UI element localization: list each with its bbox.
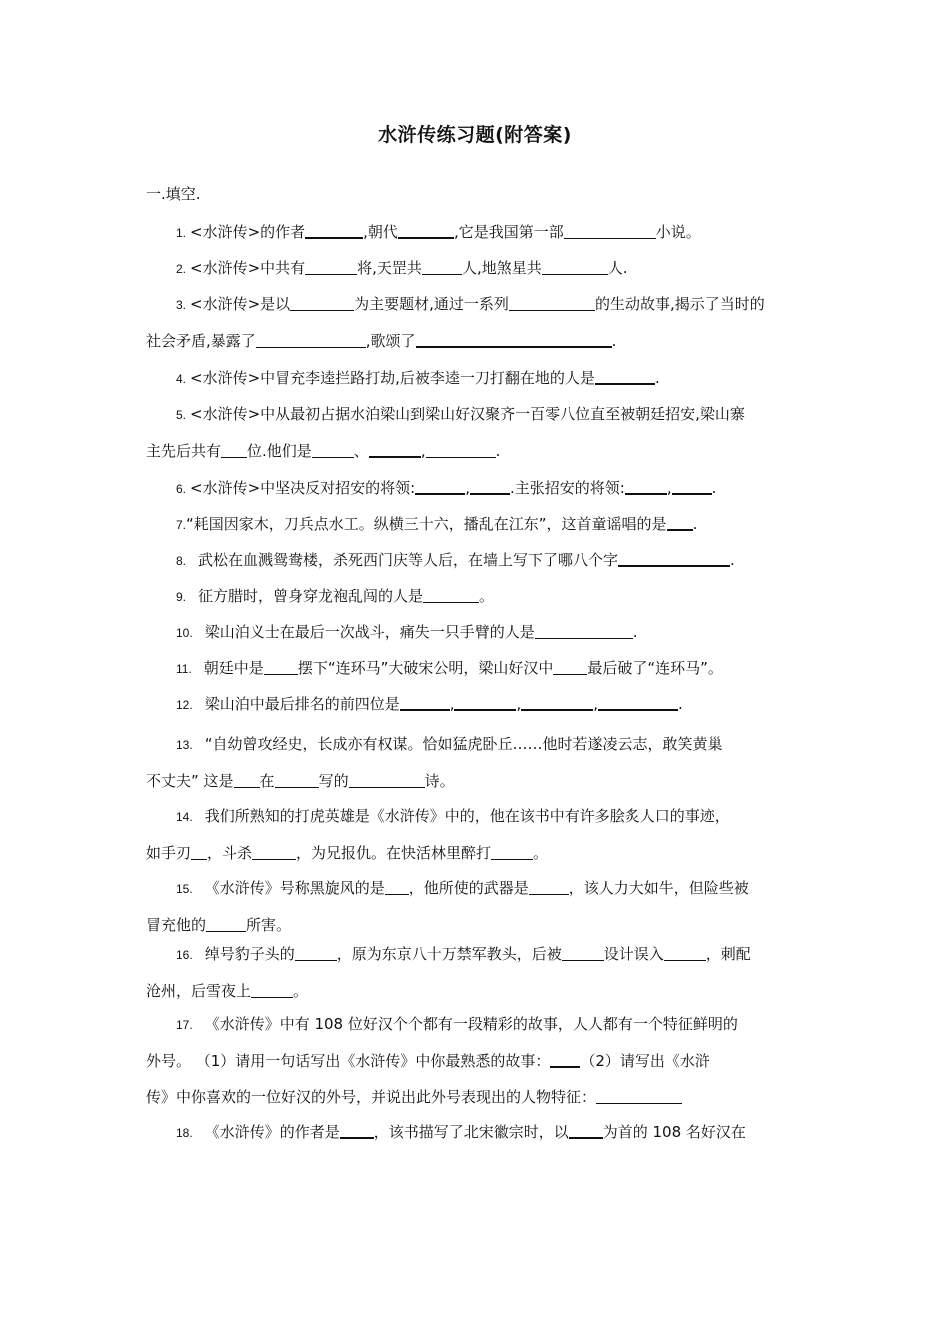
answer-blank[interactable] <box>569 1123 603 1139</box>
answer-blank[interactable] <box>535 624 633 639</box>
question-13: 13. “自幼曾攻经史，长成亦有权谋。恰如猛虎卧丘……他时若遂凌云志，敢笑黄巢 不丈夫” 这是 在 写的 诗。 <box>146 735 723 790</box>
answer-blank[interactable] <box>415 479 465 495</box>
answer-blank[interactable] <box>305 223 363 239</box>
answer-blank[interactable] <box>221 443 247 458</box>
answer-blank[interactable] <box>550 1052 580 1068</box>
answer-blank[interactable] <box>667 515 693 531</box>
answer-blank[interactable] <box>206 917 246 932</box>
question-9: 9. 征方腊时，曾身穿龙袍乱闯的人是 。 <box>176 587 495 605</box>
question-11: 11. 朝廷中是 摆下“连环马”大破宋公明，梁山好汉中 最后破了“连环马”。 <box>176 659 723 677</box>
answer-blank[interactable] <box>598 695 678 711</box>
question-17: 17. 《水浒传》中有 108 位好汉个个都有一段精彩的故事，人人都有一个特征鲜明的 外号。 （1）请用一句话写出《水浒传》中你最熟悉的故事： （2）请写出《水浒 传》中你喜欢的一位好汉的外号，并说出此外号表现出的人物特征： <box>146 1015 738 1106</box>
answer-blank[interactable] <box>491 845 533 860</box>
question-16: 16. 绰号豹子头的 ，原为东京八十万禁军教头，后被 设计误入 ，刺配 沧州，后雪夜上 。 <box>146 945 751 1000</box>
answer-blank[interactable] <box>454 695 516 711</box>
answer-blank[interactable] <box>542 260 608 275</box>
question-10: 10. 梁山泊义士在最后一次战斗，痛失一只手臂的人是 . <box>176 623 638 641</box>
question-14: 14. 我们所熟知的打虎英雄是《水浒传》中的，他在该书中有许多脍炙人口的事迹， 如手刃 ，斗杀 ，为兄报仇。在快活林里醉打 。 <box>146 807 730 862</box>
answer-blank[interactable] <box>596 1089 682 1104</box>
answer-blank[interactable] <box>672 479 712 495</box>
answer-blank[interactable] <box>416 332 612 348</box>
answer-blank[interactable] <box>423 588 479 603</box>
answer-blank[interactable] <box>509 296 595 311</box>
answer-blank[interactable] <box>664 946 706 961</box>
answer-blank[interactable] <box>251 983 293 998</box>
answer-blank[interactable] <box>521 695 593 711</box>
question-12: 12. 梁山泊中最后排名的前四位是 , , , . <box>176 695 683 713</box>
answer-blank[interactable] <box>312 443 354 458</box>
question-3: 3. <水浒传>是以 为主要题材,通过一系列 的生动故事,揭示了当时的 社会矛盾,暴露了 ,歌颂了 . <box>146 295 765 350</box>
answer-blank[interactable] <box>422 260 462 275</box>
answer-blank[interactable] <box>295 946 337 961</box>
answer-blank[interactable] <box>349 773 425 788</box>
answer-blank[interactable] <box>553 660 587 675</box>
question-2: 2. <水浒传>中共有 将,天罡共 人,地煞星共 人. <box>176 259 628 277</box>
answer-blank[interactable] <box>426 443 496 458</box>
answer-blank[interactable] <box>400 695 450 711</box>
question-7: 7.“耗国因家木，刀兵点水工。纵横三十六，播乱在江东”，这首童谣唱的是 . <box>176 515 698 533</box>
answer-blank[interactable] <box>275 773 319 788</box>
answer-blank[interactable] <box>369 442 421 458</box>
answer-blank[interactable] <box>564 224 656 239</box>
document-title: 水浒传练习题(附答案) <box>378 124 572 146</box>
answer-blank[interactable] <box>264 660 298 675</box>
answer-blank[interactable] <box>340 1123 374 1139</box>
answer-blank[interactable] <box>290 296 354 311</box>
answer-blank[interactable] <box>529 880 569 895</box>
answer-blank[interactable] <box>256 333 366 348</box>
answer-blank[interactable] <box>385 880 409 895</box>
answer-blank[interactable] <box>191 845 207 860</box>
question-1: 1. <水浒传>的作者 ,朝代 ,它是我国第一部 小说。 <box>176 223 701 241</box>
question-6: 6. <水浒传>中坚决反对招安的将领: , .主张招安的将领: , . <box>176 479 717 497</box>
question-8: 8. 武松在血溅鸳鸯楼，杀死西门庆等人后，在墙上写下了哪八个字 . <box>176 551 735 569</box>
section-heading: 一.填空. <box>146 185 201 203</box>
answer-blank[interactable] <box>625 479 667 495</box>
question-5: 5. <水浒传>中从最初占据水泊梁山到梁山好汉聚齐一百零八位直至被朝廷招安,梁山寨 主先后共有 位.他们是 、 , . <box>146 405 745 460</box>
answer-blank[interactable] <box>595 369 655 385</box>
answer-blank[interactable] <box>618 551 730 567</box>
answer-blank[interactable] <box>398 223 454 239</box>
answer-blank[interactable] <box>470 479 510 495</box>
question-18: 18. 《水浒传》的作者是 ，该书描写了北宋徽宗时，以 为首的 108 名好汉在 <box>176 1123 746 1141</box>
answer-blank[interactable] <box>305 260 357 275</box>
question-15: 15. 《水浒传》号称黑旋风的是 ，他所使的武器是 ，该人力大如牛，但险些被 冒充他的 所害。 <box>146 879 749 934</box>
question-4: 4. <水浒传>中冒充李逵拦路打劫,后被李逵一刀打翻在地的人是 . <box>176 369 660 387</box>
answer-blank[interactable] <box>234 773 260 788</box>
answer-blank[interactable] <box>562 946 604 961</box>
answer-blank[interactable] <box>252 845 296 860</box>
